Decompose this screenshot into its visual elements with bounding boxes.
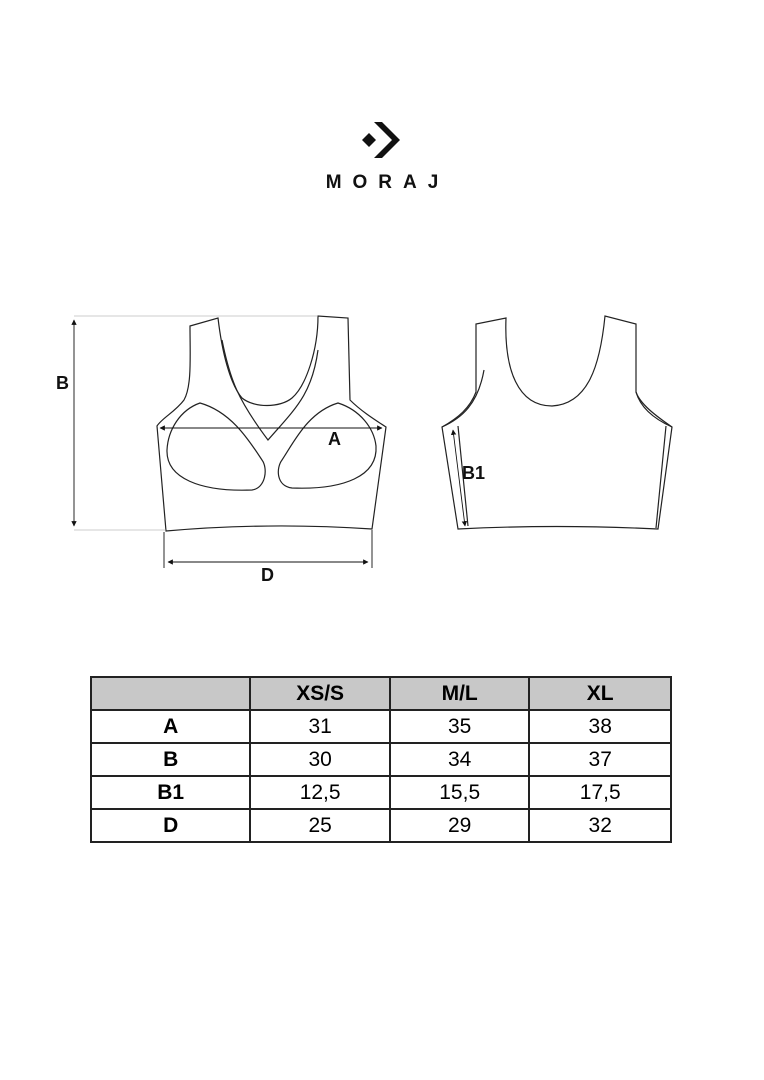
header-m-l: M/L [390, 677, 530, 710]
header-xl: XL [529, 677, 671, 710]
row-label: A [91, 710, 250, 743]
table-cell: 25 [250, 809, 390, 842]
table-row [91, 809, 671, 842]
back-view [442, 316, 672, 529]
bra-measurement-diagram [0, 300, 764, 600]
front-view [157, 316, 386, 531]
table-cell: 35 [390, 710, 530, 743]
label-b1: B1 [462, 463, 486, 483]
row-label: B [91, 743, 250, 776]
table-cell: 38 [529, 710, 671, 743]
table-row [91, 710, 671, 743]
size-table [90, 676, 672, 843]
table-cell: 15,5 [390, 776, 530, 809]
table-cell: 31 [250, 710, 390, 743]
header-xs-s: XS/S [250, 677, 390, 710]
label-a: A [328, 429, 341, 449]
table-cell: 37 [529, 743, 671, 776]
table-cell: 29 [390, 809, 530, 842]
header-empty [91, 677, 250, 710]
table-row [91, 776, 671, 809]
table-row [91, 743, 671, 776]
brand-name: MORAJ [325, 172, 450, 193]
row-label: B1 [91, 776, 250, 809]
table-cell: 30 [250, 743, 390, 776]
table-cell: 12,5 [250, 776, 390, 809]
label-d: D [261, 565, 274, 585]
size-table-header [91, 677, 671, 710]
table-cell: 34 [390, 743, 530, 776]
table-cell: 32 [529, 809, 671, 842]
label-b: B [56, 373, 69, 393]
table-cell: 17,5 [529, 776, 671, 809]
chevron-diamond-icon [360, 118, 404, 162]
brand-logo [0, 118, 764, 194]
row-label: D [91, 809, 250, 842]
